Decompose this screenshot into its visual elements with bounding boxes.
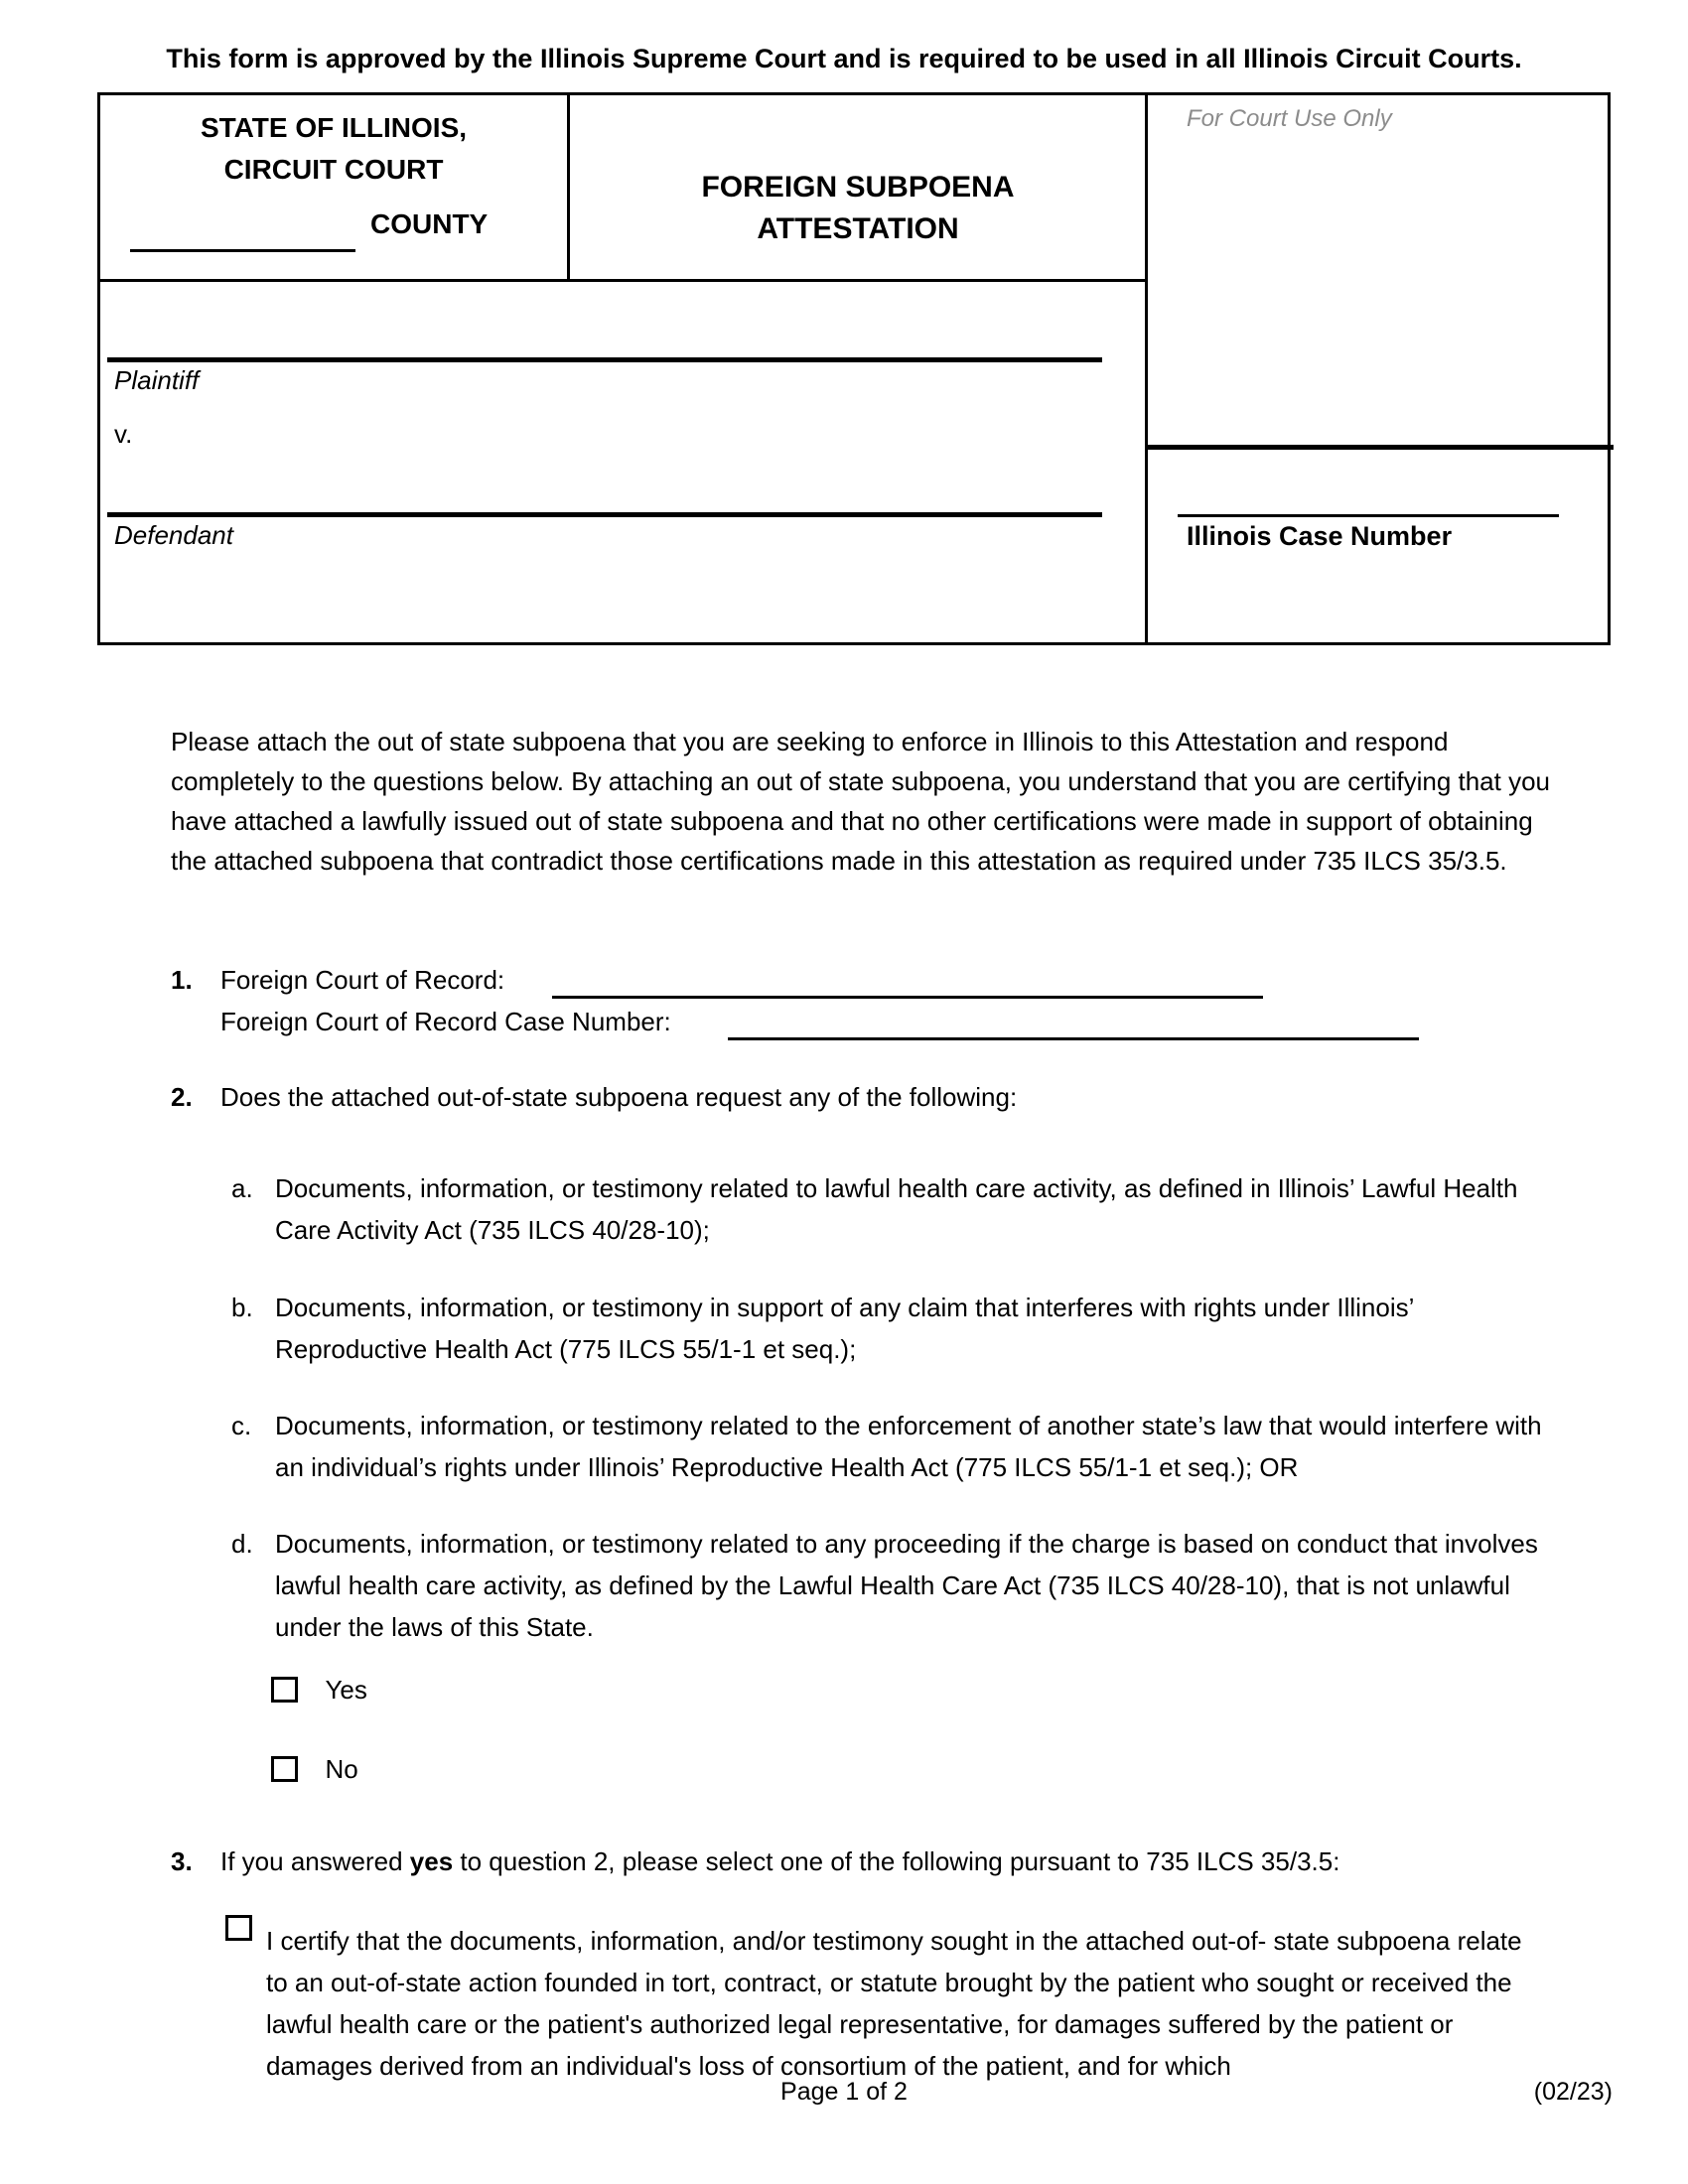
instructions-paragraph: Please attach the out of state subpoena that you are seeking to enforce in Illinois to this Attestation and respond completely to the questions below. By attaching an out of state subpoena, you understand that you are certifying that you have attached a lawfully issued out of state subpoena and that no other certifications were made in support of obtaining the attached subpoena that contradict those certifications made in this attestation as required under 735 ILCS 35/3.5. <box>171 727 1551 876</box>
item-d-letter: d. <box>231 1529 253 1559</box>
item-c-letter: c. <box>231 1411 252 1440</box>
question-3-prompt-prefix: If you answered <box>220 1846 410 1876</box>
question-2-item-b <box>231 1287 1582 1386</box>
question-2-item-c <box>231 1405 1582 1504</box>
plaintiff-name-field[interactable] <box>107 357 1102 362</box>
foreign-court-of-record-field[interactable] <box>552 970 1263 999</box>
item-b-text: Documents, information, or testimony in support of any claim that interferes with rights under Illinois’ Reproductive Health Act (775 ILCS 55/1-1 et seq.); <box>275 1293 1414 1364</box>
question-3-number: 3. <box>171 1846 193 1876</box>
certify-tort-action-text: I certify that the documents, information, and/or testimony sought in the attached out-of- state subpoena relate to an out-of-state action founded in tort, contract, or statute brought by the patient who sought or received the lawful health care or the patient's authorized legal representative, for damages suffered by the patient or damages derived from an individual's loss of consortium of the patient, and for which <box>266 1926 1522 2081</box>
question-3-prompt-suffix: to question 2, please select one of the following pursuant to 735 ILCS 35/3.5: <box>453 1846 1340 1876</box>
yes-label: Yes <box>325 1675 367 1705</box>
item-a-text: Documents, information, or testimony related to lawful health care activity, as defined in Illinois’ Lawful Health Care Activity Act (735 ILCS 40/28-10); <box>275 1173 1518 1245</box>
form-title-line2: ATTESTATION <box>757 212 959 245</box>
foreign-court-case-number-field[interactable] <box>728 1012 1419 1040</box>
foreign-court-of-record-label: Foreign Court of Record: <box>220 965 505 995</box>
item-b-letter: b. <box>231 1293 253 1322</box>
for-court-use-only-label: For Court Use Only <box>1187 105 1392 132</box>
question-2-number: 2. <box>171 1082 193 1112</box>
county-name-field[interactable] <box>130 223 355 252</box>
foreign-court-case-number-label: Foreign Court of Record Case Number: <box>220 1007 671 1036</box>
question-3-prompt-bold-yes: yes <box>409 1846 454 1876</box>
circuit-court-label: CIRCUIT COURT <box>223 154 444 185</box>
question-3-prompt <box>220 1842 1339 1881</box>
item-d-text: Documents, information, or testimony related to any proceeding if the charge is based on conduct that involves lawful health care activity, as defined by the Lawful Health Care Act (735 ILCS 40/28-10), that is not unlawful under the laws of this State. <box>275 1529 1538 1642</box>
question-1 <box>171 960 1561 1044</box>
question-1-number: 1. <box>171 965 193 995</box>
state-of-illinois-label: STATE OF ILLINOIS, <box>200 112 468 143</box>
court-heading <box>100 107 567 191</box>
versus-label: v. <box>114 419 133 449</box>
no-label: No <box>325 1754 358 1784</box>
defendant-name-field[interactable] <box>107 512 1102 517</box>
question-2-yes-option <box>271 1677 569 1708</box>
defendant-label: Defendant <box>114 520 233 550</box>
county-label: COUNTY <box>370 208 489 239</box>
item-c-text: Documents, information, or testimony related to the enforcement of another state’s law that would interfere with an individual’s rights under Illinois’ Reproductive Health Act (775 ILCS 55/1-1 et seq.); OR <box>275 1411 1542 1482</box>
question-2-no-option <box>271 1756 569 1788</box>
form-title-line1: FOREIGN SUBPOENA <box>701 171 1015 204</box>
illinois-case-number-label: Illinois Case Number <box>1187 521 1453 551</box>
no-checkbox[interactable] <box>271 1756 298 1782</box>
case-caption-box <box>97 92 1611 645</box>
form-title <box>570 167 1146 250</box>
illinois-case-number-field[interactable] <box>1178 514 1559 517</box>
question-2-item-a <box>231 1167 1582 1267</box>
case-number-section-divider <box>1145 445 1614 450</box>
page-number-label: Page 1 of 2 <box>780 2078 908 2106</box>
caption-header-row-divider <box>100 279 1148 282</box>
question-3-option-1 <box>225 1914 1546 2093</box>
certify-tort-action-checkbox[interactable] <box>225 1915 252 1941</box>
yes-checkbox[interactable] <box>271 1677 298 1703</box>
item-a-letter: a. <box>231 1173 253 1203</box>
form-revision-label: (02/23) <box>1533 2078 1613 2106</box>
form-approval-notice: This form is approved by the Illinois Supreme Court and is required to be used in all Illinois Circuit Courts. <box>166 44 1522 73</box>
plaintiff-label: Plaintiff <box>114 365 200 395</box>
question-2-prompt: Does the attached out-of-state subpoena request any of the following: <box>220 1082 1018 1112</box>
question-2-item-d <box>231 1523 1582 1662</box>
